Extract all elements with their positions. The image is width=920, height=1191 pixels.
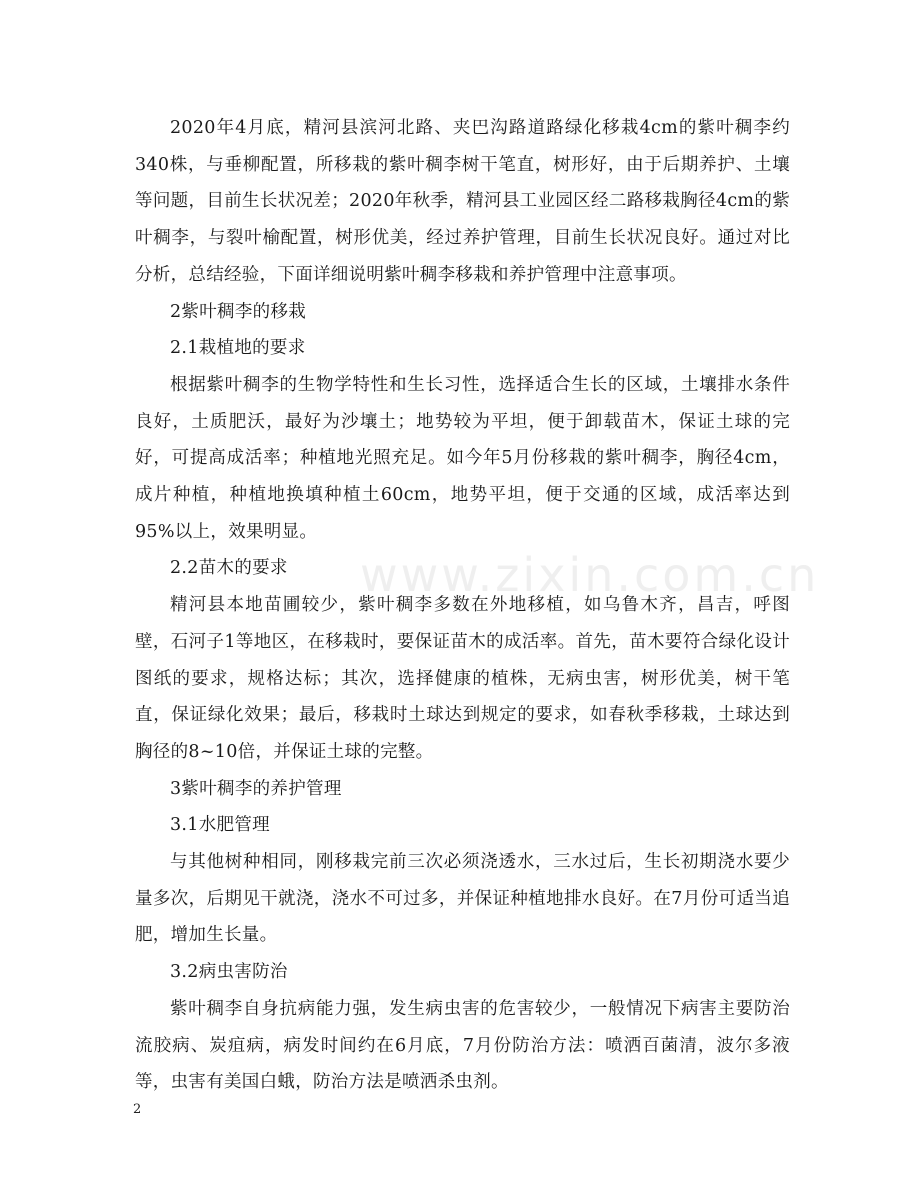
subsection-heading-3-1: 3.1水肥管理	[170, 815, 270, 836]
page-number: 2	[133, 1102, 142, 1117]
paragraph-water-fertilizer: 与其他树种相同，刚移栽完前三次必须浇透水，三水过后，生长初期浇水要少量多次，后期见干就浇，浇水不可过多，并保证种植地排水良好。在7月份可适当追肥，增加生长量。	[135, 852, 790, 946]
paragraph-intro: 2020年4月底，精河县滨河北路、夹巴沟路道路绿化移栽4cm的紫叶稠李约340株，与垂柳配置，所移栽的紫叶稠李树干笔直，树形好，由于后期养护、土壤等问题，目前生长状况差；2020年秋季，精河县工业园区经二路移栽胸径4cm的紫叶稠李，与裂叶榆配置，树形优美，经过养护管理，目前生长状况良好。通过对比分析，总结经验，下面详细说明紫叶稠李移栽和养护管理中注意事项。	[135, 118, 790, 285]
paragraph-pest-control: 紫叶稠李自身抗病能力强，发生病虫害的危害较少，一般情况下病害主要防治流胶病、炭疽病，病发时间约在6月底，7月份防治方法：喷洒百菌清，波尔多液等，虫害有美国白蛾，防治方法是喷洒杀虫剂。	[135, 998, 790, 1093]
section-heading-2: 2紫叶稠李的移栽	[170, 301, 307, 322]
paragraph-planting-site: 根据紫叶稠李的生物学特性和生长习性，选择适合生长的区域，土壤排水条件良好，土质肥沃，最好为沙壤土；地势较为平坦，便于卸载苗木，保证土球的完好，可提高成活率；种植地光照充足。如今年5月份移栽的紫叶稠李，胸径4cm，成片种植，种植地换填种植土60cm，地势平坦，便于交通的区域，成活率达到95%以上，效果明显。	[135, 374, 790, 542]
section-heading-3: 3紫叶稠李的养护管理	[170, 778, 342, 799]
paragraph-seedling: 精河县本地苗圃较少，紫叶稠李多数在外地移植，如乌鲁木齐，昌吉，呼图壁，石河子1等地区，在移栽时，要保证苗木的成活率。首先，苗木要符合绿化设计图纸的要求，规格达标；其次，选择健康的植株，无病虫害，树形优美，树干笔直，保证绿化效果；最后，移栽时土球达到规定的要求，如春秋季移栽，土球达到胸径的8~10倍，并保证土球的完整。	[135, 595, 790, 762]
watermark: www.zixin.com.cn	[360, 548, 820, 602]
subsection-heading-2-1: 2.1栽植地的要求	[170, 338, 306, 359]
subsection-heading-2-2: 2.2苗木的要求	[170, 558, 288, 579]
subsection-heading-3-2: 3.2病虫害防治	[170, 962, 288, 983]
document-body	[135, 110, 790, 1101]
